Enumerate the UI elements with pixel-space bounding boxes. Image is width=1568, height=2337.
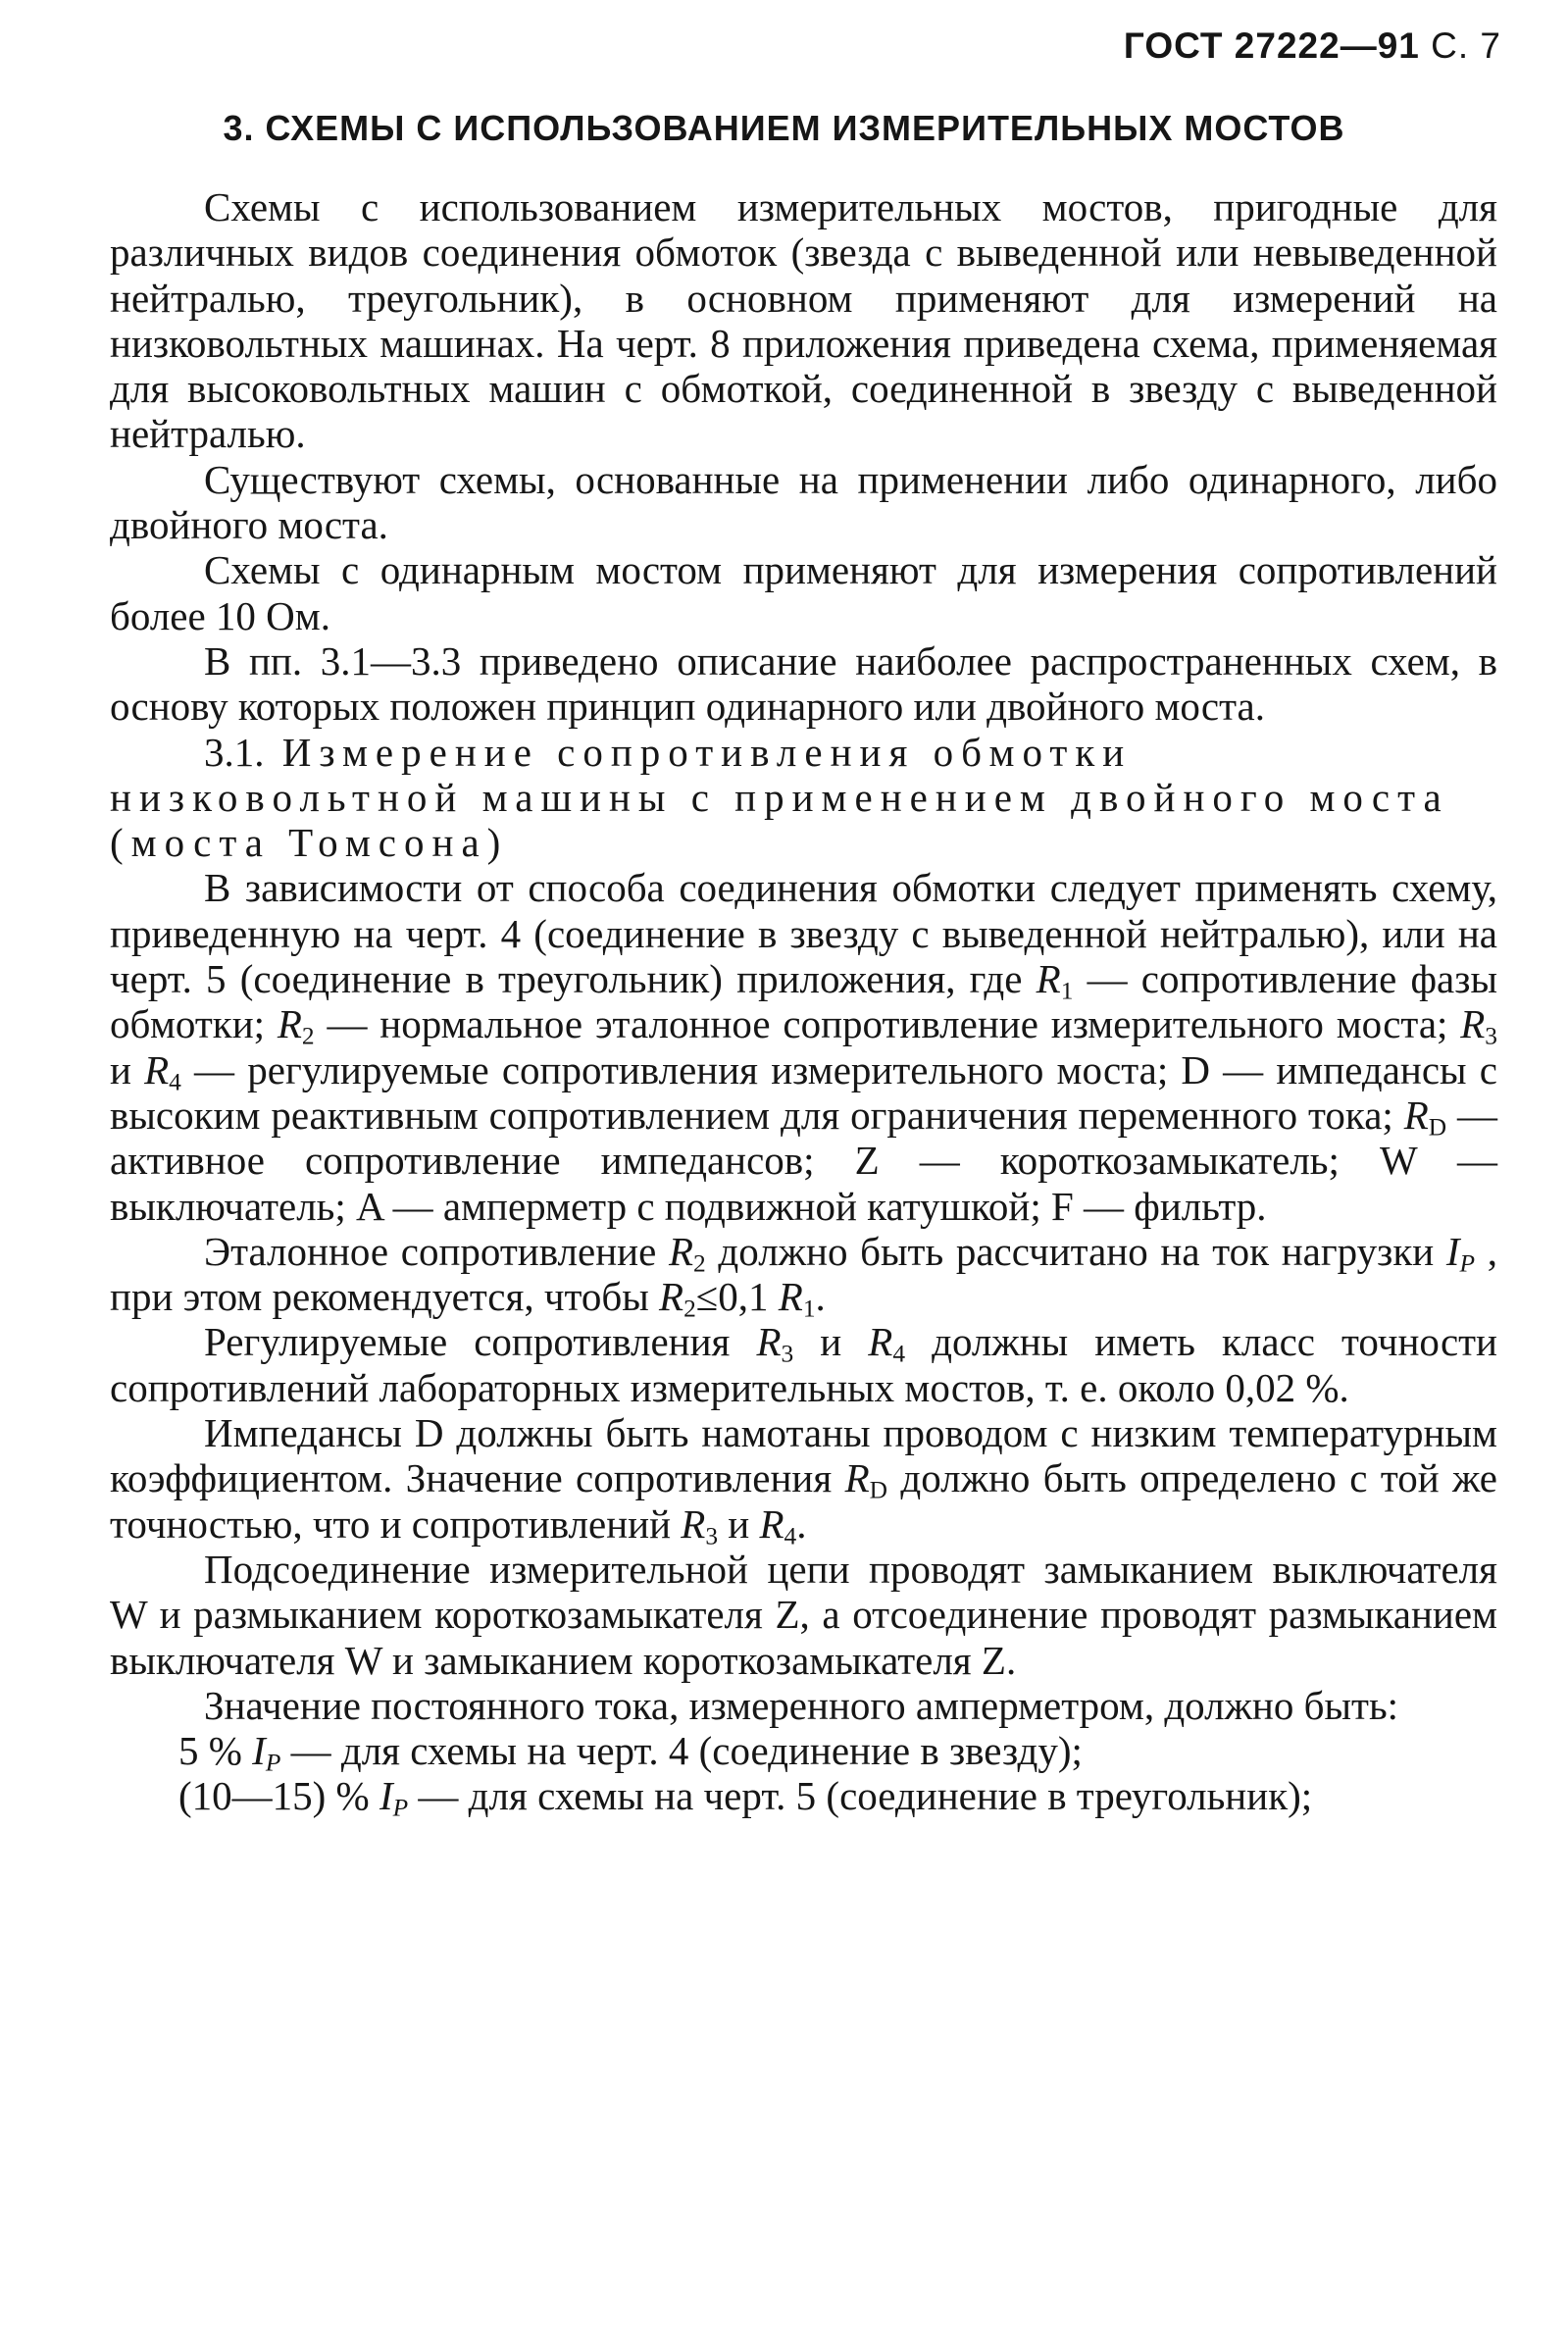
running-head (1124, 25, 1501, 67)
subsection-title: Измерение сопротивления обмотки низковольтной машины с применением двойного моста (110, 729, 1449, 820)
body-text (110, 184, 1497, 1822)
standard-number: ГОСТ 27222—91 (1123, 25, 1420, 66)
paragraph-impedances: Импедансы D должны быть намотаны проводом с низким температурным коэффициентом. Значение сопротивления $R_D$ должно быть определено с той же точностью, что и сопротивлений $R_3$ и $R_4$. (110, 1410, 1497, 1550)
section-heading: 3. СХЕМЫ С ИСПОЛЬЗОВАНИЕМ ИЗМЕРИТЕЛЬНЫХ МОСТОВ (223, 108, 1345, 148)
subsection-heading-3-1 (110, 730, 1497, 866)
paragraph-adjustable-resistances: Регулируемые сопротивления $R_3$ и $R_4$ должны иметь класс точности сопротивлений лабораторных измерительных мостов, т. е. около 0,02 %. (110, 1319, 1497, 1410)
paragraph-reference-resistance: Эталонное сопротивление $R_2$ должно быть рассчитано на ток нагрузки $I_P$ , при этом рекомендуется, чтобы $R_2\le 0,1$ $R_1$. (110, 1228, 1497, 1323)
paragraph-connection: Подсоединение измерительной цепи проводят замыканием выключателя W и размыканием короткозамыкателя Z, а отсоединение проводят размыканием выключателя W и замыканием короткозамыкателя Z. (110, 1546, 1497, 1683)
paragraph-intro: Схемы с использованием измерительных мостов, пригодные для различных видов соединения обмоток (звезда с выведенной или невыведенной нейтралью, треугольник), в основном применяют для измерений на низковольтных машинах. На черт. 8 приложения приведена схема, применяемая для высоковольтных машин с обмоткой, соединенной в звезду с выведенной нейтралью. (110, 184, 1497, 457)
list-item-delta: (10—15) % $I_P$ — для схемы на черт. 5 (соединение в треугольник); (178, 1773, 1313, 1822)
subsection-number: 3.1. (204, 729, 265, 775)
paragraph-single-bridge: Схемы с одинарным мостом применяют для измерения сопротивлений более 10 Ом. (110, 547, 1497, 638)
subsection-title-paren: (моста Томсона) (110, 820, 509, 866)
paragraph-circuit-description: В зависимости от способа соединения обмотки следует применять схему, приведенную на черт. 4 (соединение в звезду с выведенной нейтралью), или на черт. 5 (соединение в треугольник) приложения, где $R_1$ — сопротивление фазы обмотки; $R_2$ — нормальное эталонное сопротивление измерительного моста; $R_3$ и $R_4$ — регулируемые сопротивления измерительного моста; D — импедансы с высоким реактивным сопротивлением для ограничения переменного тока; $R_D$ — активное сопротивление импедансов; Z — короткозамыкатель; W — выключатель; A — амперметр с подвижной катушкой; F — фильтр. (110, 865, 1497, 1229)
paragraph-bridge-types: Существуют схемы, основанные на применении либо одинарного, либо двойного моста. (110, 456, 1497, 548)
page-number: С. 7 (1431, 25, 1501, 66)
list-item-star: 5 % $I_P$ — для схемы на черт. 4 (соединение в звезду); (178, 1728, 1083, 1777)
paragraph-subsections-overview: В пп. 3.1—3.3 приведено описание наиболее распространенных схем, в основу которых положен принцип одинарного или двойного моста. (110, 637, 1497, 730)
paragraph-current-value: Значение постоянного тока, измеренного амперметром, должно быть: (204, 1682, 1399, 1728)
